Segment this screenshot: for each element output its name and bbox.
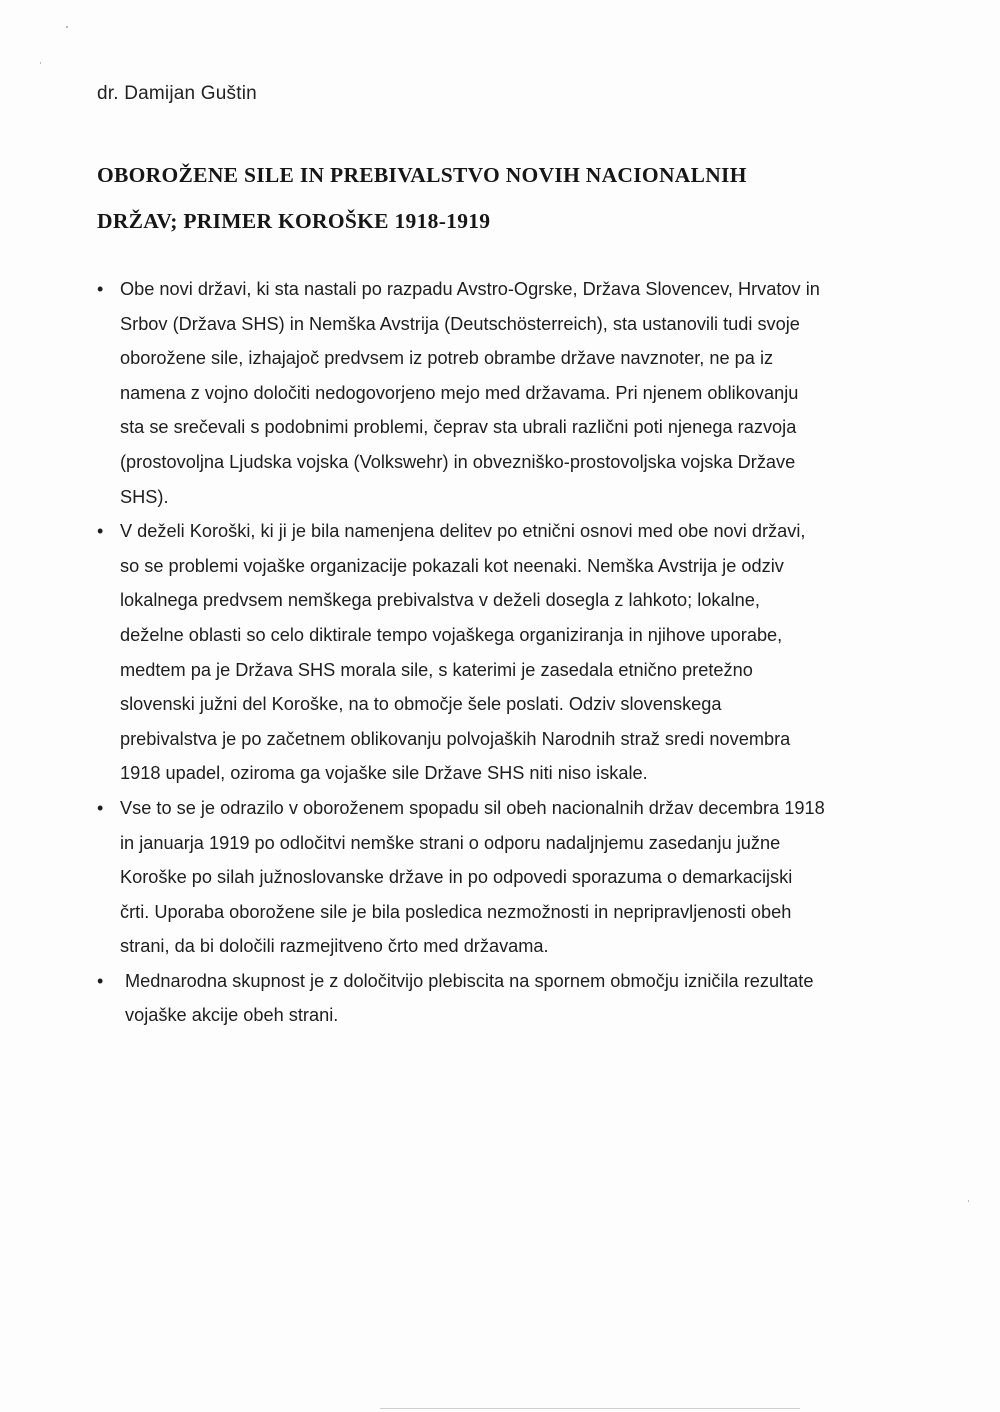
scan-edge-line: [380, 1408, 800, 1409]
text-line: lokalnega predvsem nemškega prebivalstva v deželi dosegla z lahkoto; lokalne,: [120, 590, 760, 611]
text-line: SHS).: [120, 486, 169, 507]
text-line: in januarja 1919 po odločitvi nemške strani o odporu nadaljnjemu zasedanju južne: [120, 832, 781, 853]
bullet-icon: •: [97, 279, 104, 299]
title-line: DRŽAV; PRIMER KOROŠKE 1918-1919: [97, 209, 491, 233]
text-line: so se problemi vojaške organizacije pokazali kot neenaki. Nemška Avstrija je odziv: [120, 555, 784, 576]
text-line: Obe novi državi, ki sta nastali po razpadu Avstro-Ogrske, Država Slovencev, Hrvatov in: [120, 279, 820, 299]
bullet-item: [97, 791, 917, 964]
author-name: dr. Damijan Guštin: [97, 83, 257, 104]
text-line: namena z vojno določiti nedogovorjeno mejo med državama. Pri njenem oblikovanju: [120, 382, 799, 403]
bullet-item: [97, 514, 917, 791]
document-title: [97, 152, 897, 244]
text-line: slovenski južni del Koroške, na to območje šele poslati. Odziv slovenskega: [120, 694, 722, 715]
title-line: OBOROŽENE SILE IN PREBIVALSTVO NOVIH NACIONALNIH: [97, 163, 747, 187]
text-line: (prostovoljna Ljudska vojska (Volkswehr) in obvezniško-prostovoljska vojska Države: [120, 451, 796, 472]
bullet-text: [120, 272, 917, 514]
bullet-icon: •: [97, 797, 104, 818]
bullet-text: [120, 514, 917, 791]
text-line: strani, da bi določili razmejitveno črto med državama.: [120, 936, 549, 957]
text-line: V deželi Koroški, ki ji je bila namenjena delitev po etnični osnovi med obe novi državi,: [120, 521, 806, 542]
text-line: oborožene sile, izhajajoč predvsem iz potreb obrambe države navznoter, ne pa iz: [120, 348, 774, 369]
text-line: Mednarodna skupnost je z določitvijo plebiscita na spornem območju izničila rezultate: [125, 970, 814, 991]
text-line: deželne oblasti so celo diktirale tempo vojaškega organiziranja in njihove uporabe,: [120, 624, 783, 645]
bullet-list: [97, 272, 917, 1033]
scan-speck: [968, 1200, 969, 1202]
text-line: medtem pa je Država SHS morala sile, s katerimi je zasedala etnično pretežno: [120, 659, 753, 680]
text-line: Vse to se je odrazilo v oboroženem spopadu sil obeh nacionalnih držav decembra 1918: [120, 797, 825, 818]
bullet-text: [120, 964, 917, 1033]
bullet-text: [120, 791, 917, 964]
text-line: Srbov (Država SHS) in Nemška Avstrija (Deutschösterreich), sta ustanovili tudi svoje: [120, 313, 800, 334]
bullet-item: [97, 272, 917, 514]
bullet-icon: •: [97, 521, 104, 542]
text-line: vojaške akcije obeh strani.: [125, 1005, 339, 1026]
scan-speck: [40, 62, 41, 64]
text-line: 1918 upadel, oziroma ga vojaške sile Države SHS niti niso iskale.: [120, 763, 648, 784]
text-line: črti. Uporaba oborožene sile je bila posledica nezmožnosti in nepripravljenosti obeh: [120, 901, 792, 922]
bullet-item: [97, 964, 917, 1033]
bullet-icon: •: [97, 970, 104, 991]
scan-speck: [66, 26, 68, 28]
text-line: prebivalstva je po začetnem oblikovanju polvojaških Narodnih straž sredi novembra: [120, 728, 791, 749]
text-line: sta se srečevali s podobnimi problemi, čeprav sta ubrali različni poti njenega razvoja: [120, 417, 797, 438]
text-line: Koroške po silah južnoslovanske države in po odpovedi sporazuma o demarkacijski: [120, 867, 793, 888]
